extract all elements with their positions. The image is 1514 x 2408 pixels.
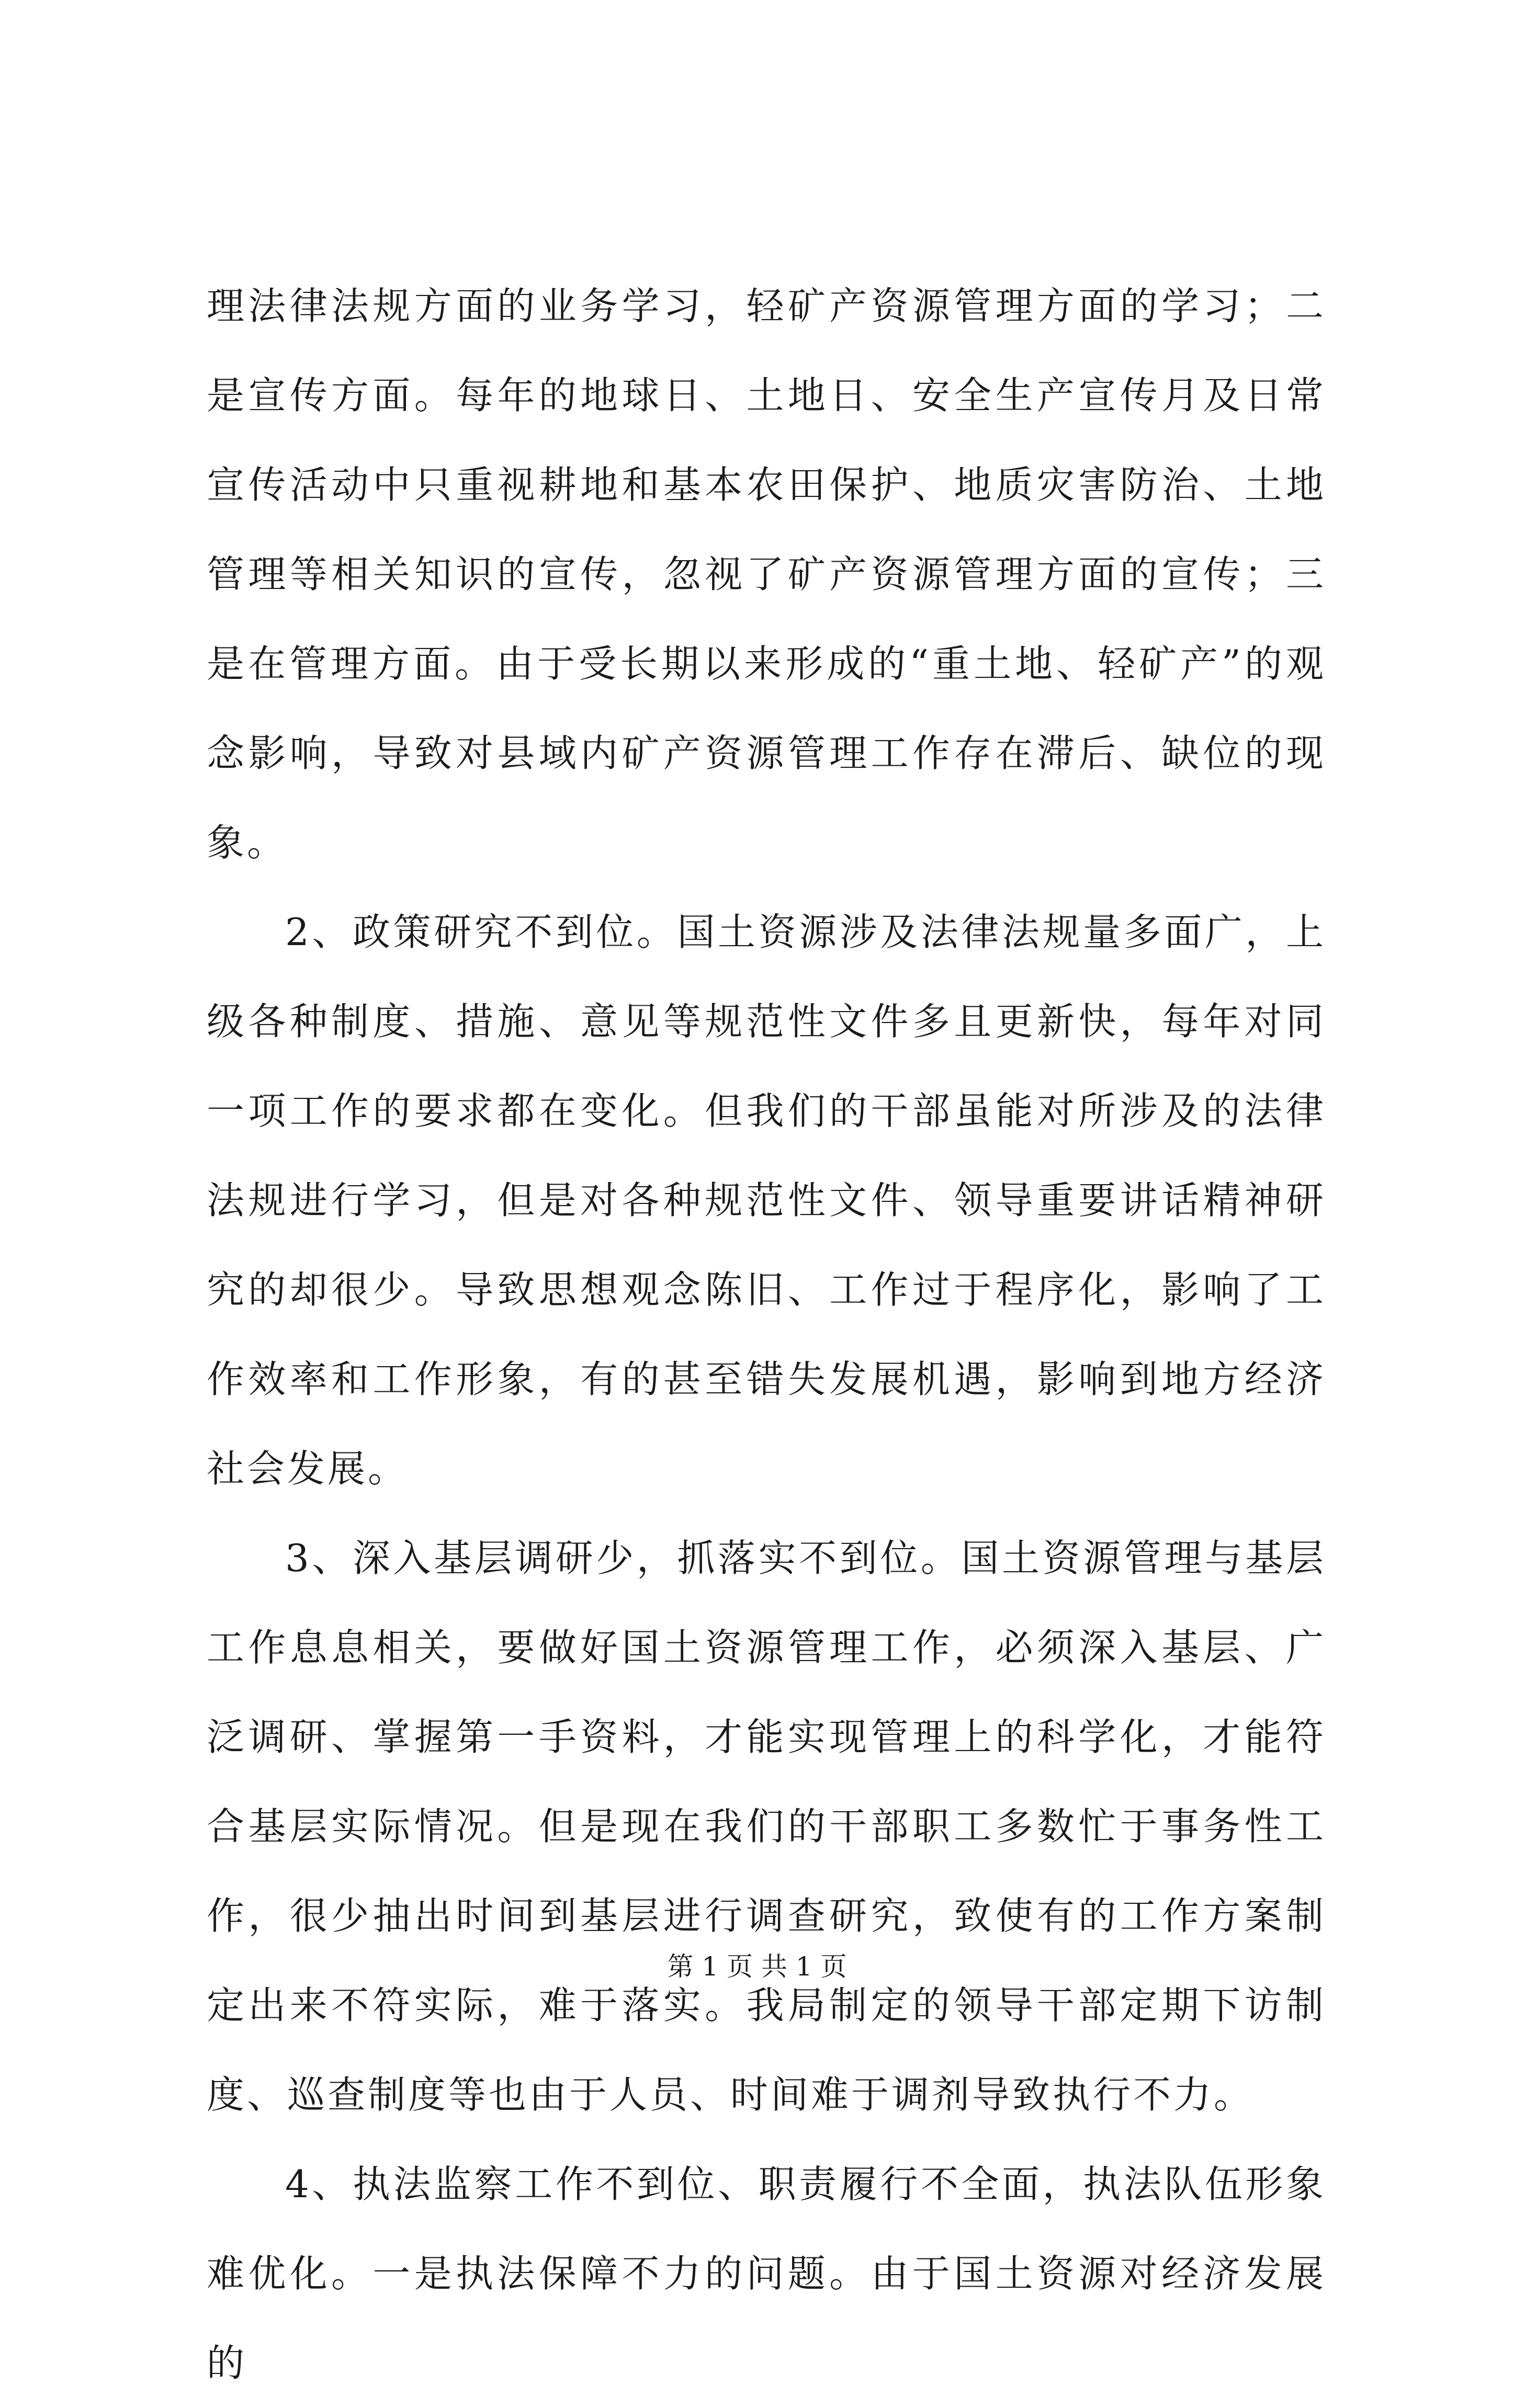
- paragraph-law-enforcement: 4、执法监察工作不到位、职责履行不全面，执法队伍形象难优化。一是执法保障不力的问题。由于国土资源对经济发展的: [207, 2162, 1326, 2385]
- paragraph-grassroots-research: 3、深入基层调研少，抓落实不到位。国土资源管理与基层工作息息相关，要做好国土资源管理工作，必须深入基层、广泛调研、掌握第一手资料，才能实现管理上的科学化，才能符合基层实际情况。但是现在我们的干部职工多数忙于事务性工作，很少抽出时间到基层进行调查研究，致使有的工作方案制定出来不符实际，难于落实。我局制定的领导干部定期下访制度、巡查制度等也由于人员、时间难于调剂导致执行不力。: [207, 1536, 1326, 2117]
- page-footer: 第 1 页 共 1 页: [667, 1951, 847, 1982]
- paragraph-continuation: 理法律法规方面的业务学习，轻矿产资源管理方面的学习；二是宣传方面。每年的地球日、土地日、安全生产宣传月及日常宣传活动中只重视耕地和基本农田保护、地质灾害防治、土地管理等相关知识的宣传，忽视了矿产资源管理方面的宣传；三是在管理方面。由于受长期以来形成的“重土地、轻矿产”的观念影响，导致对县域内矿产资源管理工作存在滞后、缺位的现象。: [207, 284, 1326, 865]
- document-body: [207, 262, 1326, 2408]
- paragraph-policy-research: 2、政策研究不到位。国土资源涉及法律法规量多面广，上级各种制度、措施、意见等规范性文件多且更新快，每年对同一项工作的要求都在变化。但我们的干部虽能对所涉及的法律法规进行学习，但是对各种规范性文件、领导重要讲话精神研究的却很少。导致思想观念陈旧、工作过于程序化，影响了工作效率和工作形象，有的甚至错失发展机遇，影响到地方经济社会发展。: [207, 910, 1326, 1491]
